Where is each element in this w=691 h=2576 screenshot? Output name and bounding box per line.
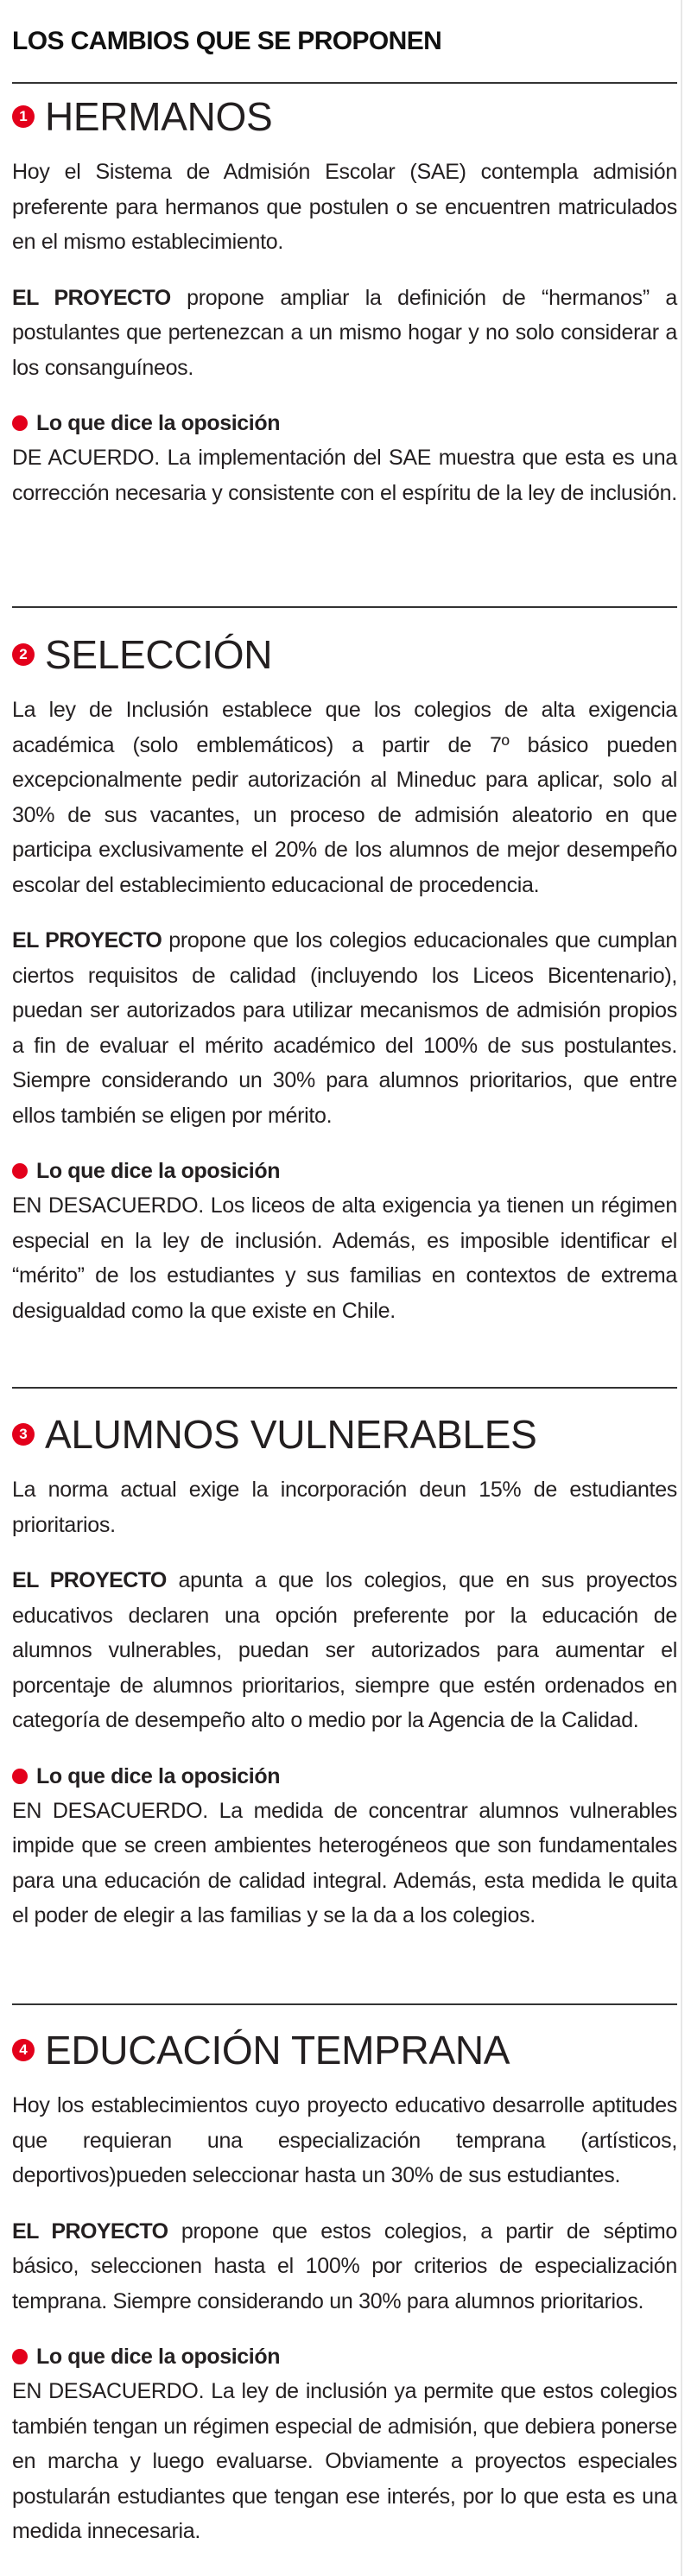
intro-paragraph: La norma actual exige la incorporación deun 15% de estudiantes prioritarios. <box>12 1478 677 1537</box>
project-paragraph <box>12 1563 677 1738</box>
number-badge: 1 <box>12 105 35 128</box>
bullet-dot-icon <box>12 415 28 431</box>
opposition-heading <box>12 1759 677 1794</box>
project-paragraph <box>12 281 677 386</box>
section-header <box>12 91 677 142</box>
opposition-heading <box>12 2339 677 2374</box>
opposition-heading-text: Lo que dice la oposición <box>36 411 281 435</box>
opposition-paragraph: EN DESACUERDO. Los liceos de alta exigencia ya tienen un régimen especial en la ley de inclusión. Además, es imposible identificar el “mérito” de los estudiantes y sus familias en contextos de extrema desigualdad como la que existe en Chile. <box>12 1193 677 1323</box>
number-badge: 2 <box>12 643 35 666</box>
page-edge-rule <box>681 0 682 2576</box>
opposition-paragraph: DE ACUERDO. La implementación del SAE muestra que esta es una corrección necesaria y consistente con el espíritu de la ley de inclusión. <box>12 446 677 505</box>
project-text: propone ampliar la definición de “hermanos” a postulantes que pertenezcan a un mismo hogar y no solo considerar a los consanguíneos. <box>12 285 678 380</box>
section-header <box>12 2024 677 2076</box>
opposition-paragraph: EN DESACUERDO. La ley de inclusión ya permite que estos colegios también tengan un régimen especial de admisión, que debiera ponerse en marcha y luego evaluarse. Obviamente a proyectos especiales postularán estudiantes que tengan ese interés, por lo que esta es una medida innecesaria. <box>12 2379 677 2543</box>
intro-paragraph: Hoy el Sistema de Admisión Escolar (SAE) contempla admisión preferente para hermanos que postulen o se encuentren matriculados en el mismo establecimiento. <box>12 160 677 254</box>
project-lead: EL PROYECTO <box>12 2218 168 2244</box>
project-lead: EL PROYECTO <box>12 1568 167 1592</box>
section-title: SELECCIÓN <box>45 632 273 677</box>
bullet-dot-icon <box>12 1769 28 1784</box>
bullet-dot-icon <box>12 2349 28 2364</box>
section-alumnos-vulnerables <box>12 1408 677 1934</box>
project-paragraph <box>12 2214 677 2320</box>
opposition-heading-text: Lo que dice la oposición <box>36 1763 281 1788</box>
opposition-heading-text: Lo que dice la oposición <box>36 1159 281 1183</box>
section-title: ALUMNOS VULNERABLES <box>45 1412 537 1457</box>
opposition-heading <box>12 1154 677 1188</box>
project-lead: EL PROYECTO <box>12 928 162 953</box>
section-seleccion <box>12 629 677 1328</box>
opposition-heading-text: Lo que dice la oposición <box>36 2345 281 2369</box>
divider <box>12 82 677 84</box>
intro-paragraph: La ley de Inclusión establece que los colegios de alta exigencia académica (solo emblemáticos) a partir de 7º básico pueden excepcionalmente pedir autorización al Mineduc para aplicar, solo al 30% de sus vacantes, un proceso de admisión aleatorio en que participa exclusivamente el 20% de los alumnos de mejor desempeño escolar del establecimiento educacional de procedencia. <box>12 698 677 897</box>
bullet-dot-icon <box>12 1163 28 1179</box>
number-badge: 3 <box>12 1423 35 1446</box>
project-text: propone que los colegios educacionales que cumplan ciertos requisitos de calidad (incluyendo los Liceos Bicentenario), puedan ser autorizados para utilizar mecanismos de admisión propios a fin de evaluar el mérito académico del 100% de sus postulantes. Siempre considerando un 30% para alumnos prioritarios, que entre ellos también se eligen por mérito. <box>12 928 678 1128</box>
section-header <box>12 629 677 680</box>
intro-paragraph: Hoy los establecimientos cuyo proyecto educativo desarrolle aptitudes que requieran una especialización temprana (artísticos, deportivos)pueden seleccionar hasta un 30% de sus estudiantes. <box>12 2093 677 2187</box>
project-text: propone que estos colegios, a partir de séptimo básico, seleccionen hasta el 100% por criterios de especialización temprana. Siempre considerando un 30% para alumnos prioritarios. <box>12 2218 677 2313</box>
section-title: HERMANOS <box>45 94 273 139</box>
section-hermanos <box>12 91 677 510</box>
divider <box>12 606 677 608</box>
number-badge: 4 <box>12 2039 35 2061</box>
divider <box>12 2003 677 2005</box>
divider <box>12 1387 677 1389</box>
opposition-paragraph: EN DESACUERDO. La medida de concentrar alumnos vulnerables impide que se creen ambientes heterogéneos que son fundamentales para una educación de calidad integral. Además, esta medida le quita el poder de elegir a las familias y se la da a los colegios. <box>12 1798 677 1927</box>
section-header <box>12 1408 677 1460</box>
article-title: LOS CAMBIOS QUE SE PROPONEN <box>12 27 442 55</box>
section-educacion-temprana <box>12 2024 677 2549</box>
project-text: apunta a que los colegios, que en sus proyectos educativos declaren una opción preferente por la educación de alumnos vulnerables, puedan ser autorizados para aumentar el porcentaje de alumnos prioritarios, siempre que estén ordenados en categoría de desempeño alto o medio por la Agencia de la Calidad. <box>12 1568 677 1732</box>
opposition-heading <box>12 406 677 440</box>
section-title: EDUCACIÓN TEMPRANA <box>45 2028 510 2073</box>
project-lead: EL PROYECTO <box>12 285 171 310</box>
project-paragraph <box>12 923 677 1133</box>
